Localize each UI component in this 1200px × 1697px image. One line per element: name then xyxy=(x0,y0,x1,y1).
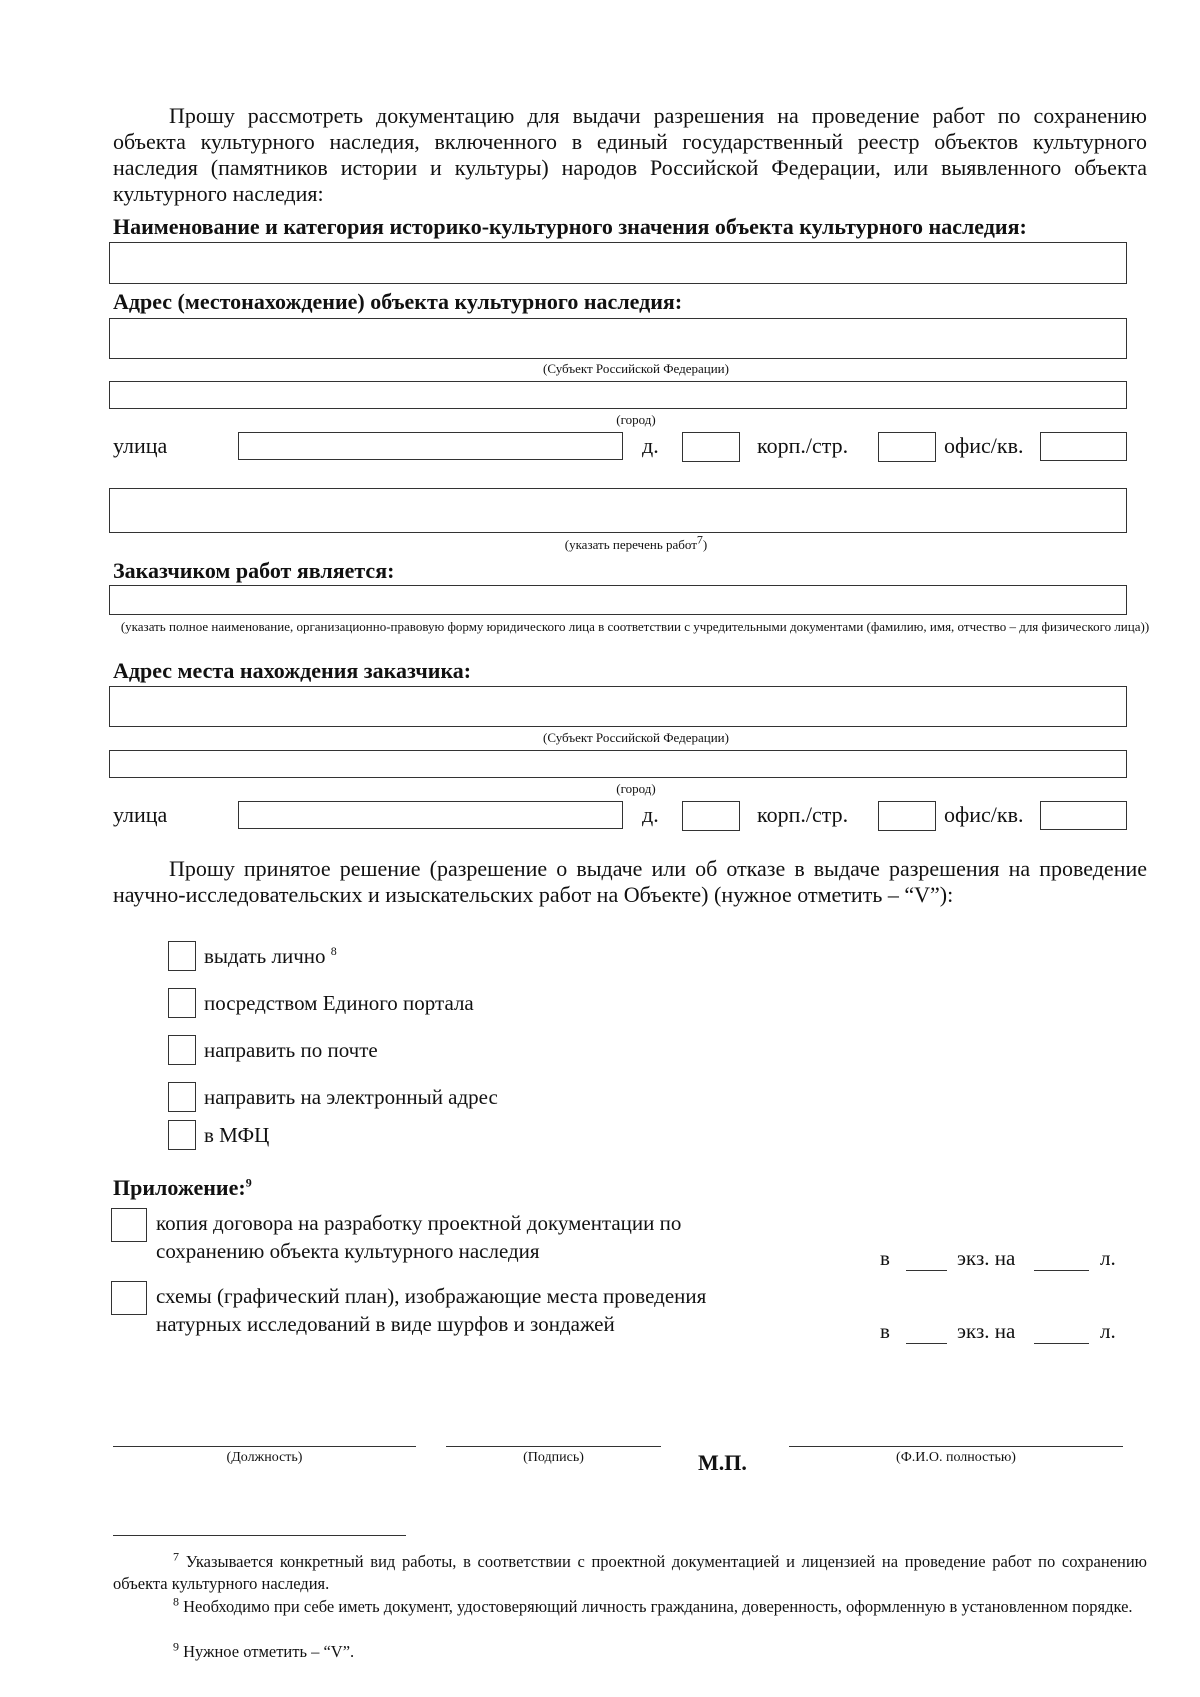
option-in-person-label: выдать лично $^8$ xyxy=(204,944,337,968)
attachment-1-copies-field[interactable] xyxy=(906,1270,947,1271)
customer-heading: Заказчиком работ является: xyxy=(113,558,395,583)
customer-office-label: офис/кв. xyxy=(944,802,1024,827)
footnote-separator xyxy=(113,1535,406,1536)
intro-paragraph xyxy=(113,103,1147,207)
object-house-label: д. xyxy=(642,433,659,458)
customer-building-label: корп./стр. xyxy=(757,802,849,827)
object-office-field[interactable] xyxy=(1040,432,1127,461)
object-works-caption: (указать перечень работ$^7$) xyxy=(564,532,708,552)
customer-street-label: улица xyxy=(113,802,168,827)
attachment-1-line1: копия договора на разработку проектной документации по xyxy=(156,1211,682,1235)
customer-subject-caption: (Субъект Российской Федерации) xyxy=(543,730,729,745)
option-portal-checkbox[interactable] xyxy=(168,988,196,1018)
object-street-label: улица xyxy=(113,433,168,458)
attachment-1-sheets-label: л. xyxy=(1100,1246,1116,1270)
attachment-2-copies-field[interactable] xyxy=(906,1343,947,1344)
attachment-2-copies-label: экз. на xyxy=(957,1319,1016,1343)
decision-paragraph xyxy=(113,856,1147,908)
object-city-caption: (город) xyxy=(616,412,656,427)
customer-city-field[interactable] xyxy=(109,750,1127,778)
option-email-label: направить на электронный адрес xyxy=(204,1085,498,1109)
attachment-1-in: в xyxy=(880,1246,890,1270)
footnote-ref-7: 7 xyxy=(696,532,703,547)
customer-city-caption: (город) xyxy=(616,781,656,796)
object-building-label: корп./стр. xyxy=(757,433,849,458)
attachment-2-in: в xyxy=(880,1319,890,1343)
customer-building-field[interactable] xyxy=(878,801,936,831)
decision-text: Прошу принятое решение (разрешение о выдаче или об отказе в выдаче разрешения на проведение научно-исследовательских и изыскательских работ на Объекте) (нужное отметить – “V”): xyxy=(113,856,1147,907)
footnote-ref-8: 8 xyxy=(330,944,337,958)
option-mfc-checkbox[interactable] xyxy=(168,1120,196,1150)
attachment-1-sheets-field[interactable] xyxy=(1034,1270,1089,1271)
attachment-2-sheets-label: л. xyxy=(1100,1319,1116,1343)
seal-label: М.П. xyxy=(698,1450,747,1475)
option-mail-checkbox[interactable] xyxy=(168,1035,196,1065)
position-caption: (Должность) xyxy=(226,1450,303,1465)
object-city-field[interactable] xyxy=(109,381,1127,409)
customer-street-field[interactable] xyxy=(238,801,623,829)
attachment-2-sheets-field[interactable] xyxy=(1034,1343,1089,1344)
signature-caption: (Подпись) xyxy=(523,1450,584,1465)
customer-office-field[interactable] xyxy=(1040,801,1127,830)
fio-line[interactable] xyxy=(789,1446,1123,1447)
attachments-heading: Приложение:$^9$ xyxy=(113,1175,252,1200)
attachment-2-checkbox[interactable] xyxy=(111,1281,147,1315)
attachment-2-line1: схемы (графический план), изображающие места проведения xyxy=(156,1284,707,1308)
object-subject-caption: (Субъект Российской Федерации) xyxy=(543,361,729,376)
footnote-8: $^8$ Необходимо при себе иметь документ, удостоверяющий личность гражданина, доверенность, оформленную в установленном порядке. xyxy=(173,1594,1133,1616)
object-name-heading: Наименование и категория историко-культурного значения объекта культурного наследия: xyxy=(113,214,1027,239)
object-works-field[interactable] xyxy=(109,488,1127,533)
option-mfc-label: в МФЦ xyxy=(204,1123,270,1147)
customer-house-label: д. xyxy=(642,802,659,827)
customer-name-field[interactable] xyxy=(109,585,1127,615)
customer-address-heading: Адрес места нахождения заказчика: xyxy=(113,658,472,683)
customer-name-caption: (указать полное наименование, организационно-правовую форму юридического лица в соответствии с учредительными документами (фамилию, имя, отчество – для физического лица)) xyxy=(120,619,1150,634)
intro-text: Прошу рассмотреть документацию для выдачи разрешения на проведение работ по сохранению объекта культурного наследия, включенного в единый государственный реестр объектов культурного наследия (памятников истории и культуры) народов Российской Федерации, или выявленного объекта культурного наследия: xyxy=(113,103,1147,206)
footnote-7: $^7$ Указывается конкретный вид работы, в соответствии с проектной документацией и лицензией на проведение работ по сохранению объекта культурного наследия. xyxy=(113,1549,1148,1593)
object-name-field[interactable] xyxy=(109,242,1127,284)
attachment-1-checkbox[interactable] xyxy=(111,1208,147,1242)
object-address-heading: Адрес (местонахождение) объекта культурного наследия: xyxy=(113,289,683,314)
attachment-2-line2: натурных исследований в виде шурфов и зондажей xyxy=(156,1312,615,1336)
option-mail-label: направить по почте xyxy=(204,1038,378,1062)
attachment-1-line2: сохранению объекта культурного наследия xyxy=(156,1239,540,1263)
object-office-label: офис/кв. xyxy=(944,433,1024,458)
object-street-field[interactable] xyxy=(238,432,623,460)
customer-house-field[interactable] xyxy=(682,801,740,831)
customer-subject-field[interactable] xyxy=(109,686,1127,727)
footnote-9: $^9$ Нужное отметить – “V”. xyxy=(173,1639,355,1661)
option-email-checkbox[interactable] xyxy=(168,1082,196,1112)
option-in-person-checkbox[interactable] xyxy=(168,941,196,971)
object-building-field[interactable] xyxy=(878,432,936,462)
footnote-ref-9: 9 xyxy=(245,1175,252,1190)
position-line[interactable] xyxy=(113,1446,416,1447)
attachment-1-copies-label: экз. на xyxy=(957,1246,1016,1270)
fio-caption: (Ф.И.О. полностью) xyxy=(896,1450,1016,1465)
object-subject-field[interactable] xyxy=(109,318,1127,359)
object-house-field[interactable] xyxy=(682,432,740,462)
signature-line[interactable] xyxy=(446,1446,661,1447)
option-portal-label: посредством Единого портала xyxy=(204,991,474,1015)
